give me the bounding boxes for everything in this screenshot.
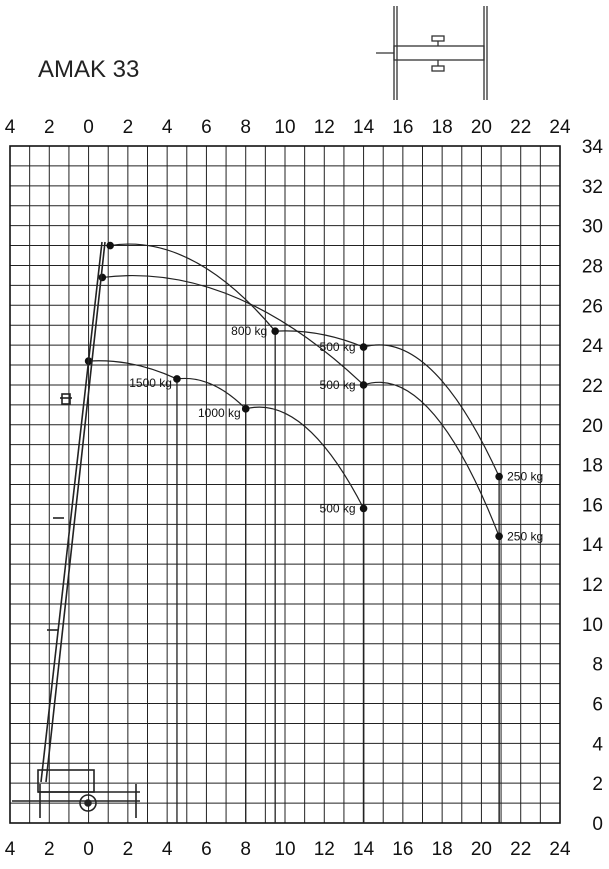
x-tick-label-top: 8 [240, 117, 252, 138]
chart-title: AMAK 33 [38, 56, 140, 83]
x-tick-label-top: 10 [274, 117, 296, 138]
load-label: 1000 kg [198, 405, 241, 420]
x-tick-label-bottom: 8 [240, 839, 252, 860]
x-tick-label-bottom: 6 [201, 839, 212, 860]
load-point [360, 343, 368, 351]
y-tick-label: 14 [581, 535, 603, 557]
load-label: 500 kg [319, 501, 356, 516]
x-tick-label-top: 4 [4, 117, 16, 138]
y-tick-label: 30 [581, 216, 603, 238]
y-tick-label: 20 [581, 415, 603, 437]
y-tick-label: 16 [581, 495, 603, 517]
load-point [271, 327, 279, 335]
load-label: 800 kg [231, 324, 268, 339]
x-tick-label-bottom: 12 [313, 839, 335, 860]
y-tick-label: 26 [581, 296, 603, 318]
load-label: 1500 kg [129, 375, 172, 390]
x-tick-label-top: 16 [392, 117, 414, 138]
x-tick-label-bottom: 20 [470, 839, 492, 860]
x-tick-label-top: 6 [201, 117, 212, 138]
x-tick-label-top: 4 [161, 117, 173, 138]
y-tick-label: 10 [581, 614, 603, 636]
x-tick-label-bottom: 22 [510, 839, 532, 860]
load-curve [102, 276, 499, 537]
load-curves [85, 242, 543, 544]
load-point [106, 242, 114, 250]
y-tick-label: 2 [592, 774, 603, 796]
x-tick-label-bottom: 2 [122, 839, 134, 860]
y-tick-label: 0 [592, 814, 603, 835]
load-point [495, 532, 503, 540]
y-tick-label: 6 [592, 694, 603, 716]
x-tick-label-bottom: 10 [274, 839, 296, 860]
y-tick-label: 4 [592, 734, 603, 756]
x-tick-label-bottom: 14 [353, 839, 375, 860]
x-tick-label-top: 22 [510, 117, 532, 138]
load-point [360, 381, 368, 389]
y-tick-label: 18 [581, 455, 603, 477]
x-tick-label-top: 18 [431, 117, 453, 138]
y-tick-label: 34 [581, 137, 603, 158]
x-tick-label-top: 12 [313, 117, 335, 138]
x-tick-label-top: 14 [353, 117, 375, 138]
crane-side-view [12, 242, 140, 818]
y-tick-label: 22 [581, 375, 603, 397]
x-tick-label-bottom: 4 [161, 839, 173, 860]
x-tick-label-bottom: 4 [4, 839, 16, 860]
load-label: 250 kg [507, 529, 544, 544]
load-label: 500 kg [319, 377, 356, 392]
y-tick-label: 32 [581, 176, 603, 198]
load-label: 500 kg [319, 340, 356, 355]
load-label: 250 kg [507, 469, 544, 484]
x-tick-label-top: 2 [122, 117, 134, 138]
x-axis-bottom-tick-labels [5, 839, 571, 860]
load-point [495, 473, 503, 481]
y-tick-label: 12 [581, 575, 603, 597]
crane-top-view [376, 6, 487, 100]
y-tick-label: 8 [592, 654, 603, 676]
x-tick-label-bottom: 16 [392, 839, 414, 860]
x-tick-label-top: 0 [83, 117, 94, 138]
x-tick-label-bottom: 0 [83, 839, 94, 860]
x-tick-label-bottom: 24 [549, 839, 571, 860]
y-tick-label: 24 [581, 336, 603, 358]
load-point [173, 375, 181, 383]
load-point [360, 505, 368, 513]
y-tick-label: 28 [581, 256, 603, 278]
y-axis-tick-labels [582, 137, 604, 835]
x-tick-label-bottom: 18 [431, 839, 453, 860]
x-tick-label-top: 2 [43, 117, 55, 138]
x-tick-label-bottom: 2 [43, 839, 55, 860]
x-axis-top-tick-labels [5, 117, 571, 138]
x-tick-label-top: 20 [470, 117, 492, 138]
load-point [99, 274, 107, 282]
load-point [242, 405, 250, 413]
x-tick-label-top: 24 [549, 117, 571, 138]
